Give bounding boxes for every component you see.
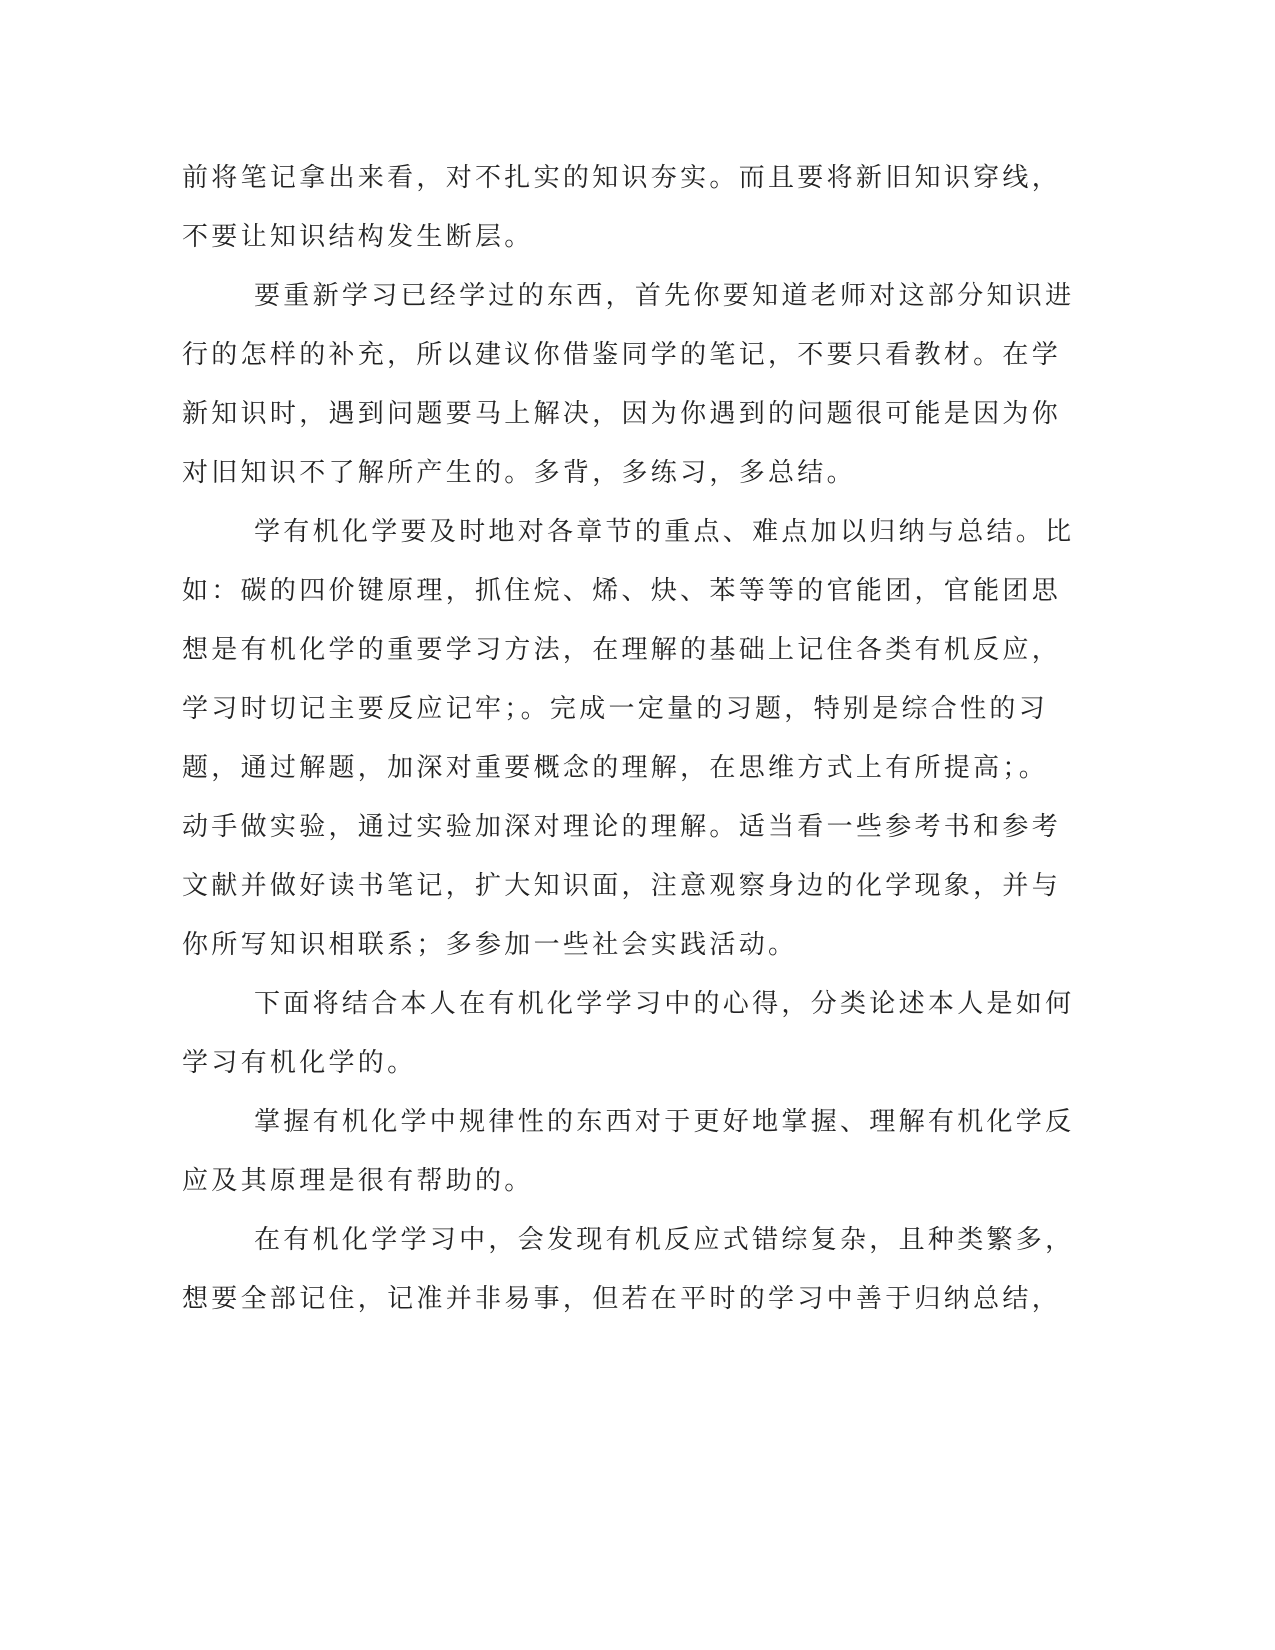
text-line: 前将笔记拿出来看，对不扎实的知识夯实。而且要将新旧知识穿线， (182, 163, 1062, 193)
paragraph-start-line: 掌握有机化学中规律性的东西对于更好地掌握、理解有机化学反 (254, 1107, 1075, 1137)
text-line: 新知识时，遇到问题要马上解决，因为你遇到的问题很可能是因为你 (182, 399, 1062, 429)
text-line: 不要让知识结构发生断层。 (182, 222, 534, 252)
text-line: 你所写知识相联系；多参加一些社会实践活动。 (182, 930, 798, 960)
paragraph-start-line: 下面将结合本人在有机化学学习中的心得，分类论述本人是如何 (254, 989, 1075, 1019)
paragraph-start-line: 在有机化学学习中，会发现有机反应式错综复杂，且种类繁多， (254, 1225, 1075, 1255)
text-line: 题，通过解题，加深对重要概念的理解，在思维方式上有所提高；。 (182, 753, 1049, 783)
paragraph-start-line: 学有机化学要及时地对各章节的重点、难点加以归纳与总结。比 (254, 517, 1075, 547)
text-line: 应及其原理是很有帮助的。 (182, 1166, 534, 1196)
text-line: 如：碳的四价键原理，抓住烷、烯、炔、苯等等的官能团，官能团思 (182, 576, 1062, 606)
text-line: 想要全部记住，记准并非易事，但若在平时的学习中善于归纳总结， (182, 1284, 1062, 1314)
text-line: 动手做实验，通过实验加深对理论的理解。适当看一些参考书和参考 (182, 812, 1062, 842)
text-line: 想是有机化学的重要学习方法，在理解的基础上记住各类有机反应， (182, 635, 1062, 665)
text-line: 学习时切记主要反应记牢；。完成一定量的习题，特别是综合性的习 (182, 694, 1049, 724)
text-line: 学习有机化学的。 (182, 1048, 417, 1078)
text-line: 行的怎样的补充，所以建议你借鉴同学的笔记，不要只看教材。在学 (182, 340, 1062, 370)
text-line: 文献并做好读书笔记，扩大知识面，注意观察身边的化学现象，并与 (182, 871, 1062, 901)
text-line: 对旧知识不了解所产生的。多背，多练习，多总结。 (182, 458, 856, 488)
paragraph-start-line: 要重新学习已经学过的东西，首先你要知道老师对这部分知识进 (254, 281, 1075, 311)
